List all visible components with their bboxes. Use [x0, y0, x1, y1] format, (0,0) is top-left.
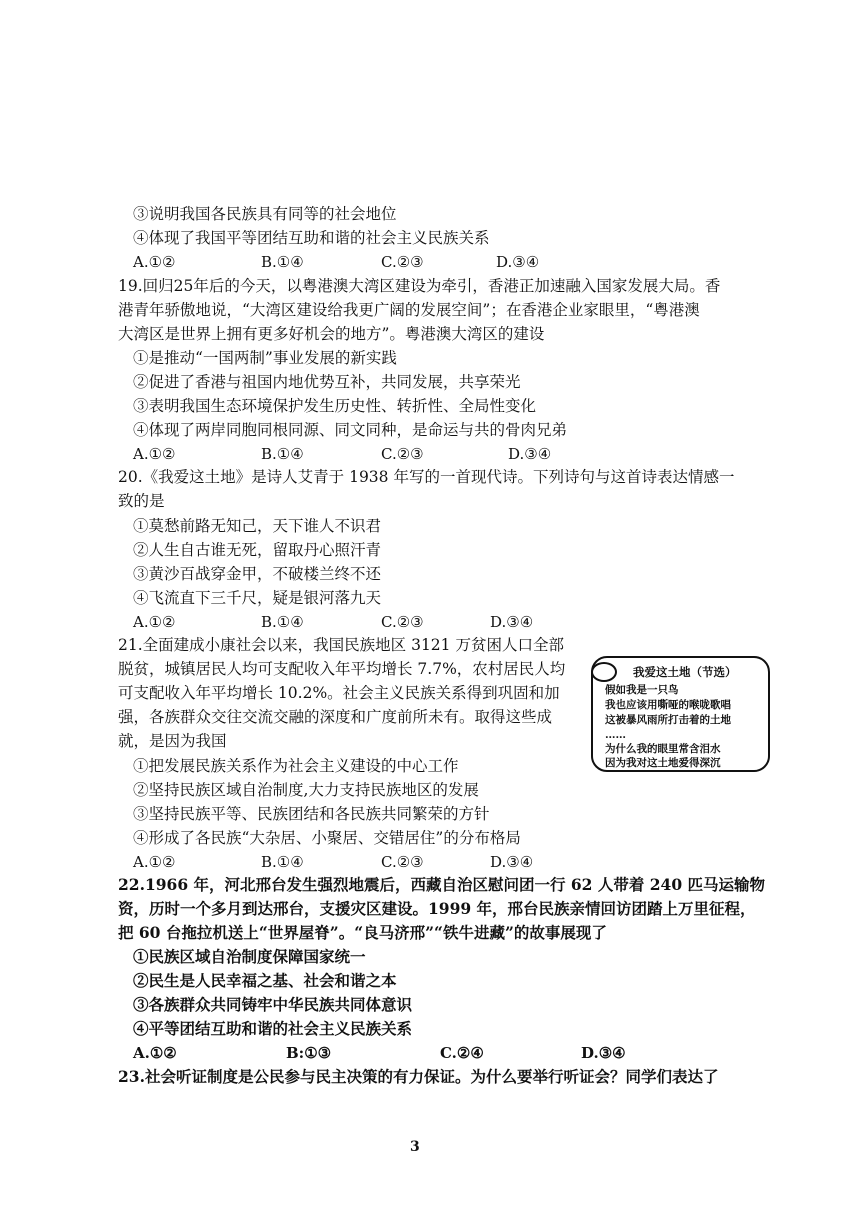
speech-bubble-icon: [591, 662, 617, 682]
q19-stem-line: 大湾区是世界上拥有更多好机会的地方”。粤港澳大湾区的建设: [118, 325, 545, 343]
q21-item-3: ③坚持民族平等、民族团结和各民族共同繁荣的方针: [133, 805, 490, 823]
page-number: 3: [410, 1139, 420, 1155]
q21-stem-line: 脱贫，城镇居民人均可支配收入年平均增长 7.7%，农村居民人均: [118, 660, 566, 678]
q20-item-4: ④飞流直下三千尺，疑是银河落九天: [133, 589, 382, 607]
q20-item-2: ②人生自古谁无死，留取丹心照汗青: [133, 541, 382, 559]
q22-option-a: A.①②: [133, 1044, 177, 1062]
poem-line: 这被暴风雨所打击着的土地: [605, 714, 731, 726]
q22-stem-line: 22.1966 年，河北邢台发生强烈地震后，西藏自治区慰问团一行 62 人带着 240 匹马运输物: [118, 875, 766, 894]
q22-item-3: ③各族群众共同铸牢中华民族共同体意识: [133, 995, 413, 1014]
q20-option-b: B.①④: [261, 613, 304, 631]
q20-stem-line: 致的是: [118, 492, 165, 510]
q22-item-2: ②民生是人民幸福之基、社会和谐之本: [133, 971, 397, 990]
q21-stem-line: 就，是因为我国: [118, 732, 227, 750]
q19-item-3: ③表明我国生态环境保护发生历史性、转折性、全局性变化: [133, 397, 537, 415]
poem-line: 假如我是一只鸟: [605, 684, 679, 696]
q19-stem-line: 19.回归25年后的今天，以粤港澳大湾区建设为牵引，香港正加速融入国家发展大局。香: [118, 277, 721, 295]
q22-stem-line: 资，历时一个多月到达邢台，支援灾区建设。1999 年，邢台民族亲情回访团踏上万里征程，: [118, 899, 756, 918]
poem-line: 因为我对这土地爱得深沉: [605, 757, 721, 769]
q19-item-4: ④体现了两岸同胞同根同源、同文同种，是命运与共的骨肉兄弟: [133, 421, 568, 439]
q19-option-b: B.①④: [261, 445, 304, 463]
q19-option-d: D.③④: [508, 445, 552, 463]
q19-stem-line: 港青年骄傲地说，“大湾区建设给我更广阔的发展空间”；在香港企业家眼里，“粤港澳: [118, 301, 700, 319]
q21-item-1: ①把发展民族关系作为社会主义建设的中心工作: [133, 757, 459, 775]
q20-option-d: D.③④: [490, 613, 534, 631]
poem-title: 我爱这土地（节选）: [633, 665, 737, 679]
q19-item-1: ①是推动“一国两制”事业发展的新实践: [133, 349, 397, 367]
q21-option-b: B.①④: [261, 853, 304, 871]
poem-line: 为什么我的眼里常含泪水: [605, 743, 721, 755]
q21-stem-line: 21.全面建成小康社会以来，我国民族地区 3121 万贫困人口全部: [118, 636, 564, 654]
q18-option-a: A.①②: [133, 253, 176, 271]
q20-item-1: ①莫愁前路无知己，天下谁人不识君: [133, 517, 382, 535]
q20-stem-line: 20.《我爱这土地》是诗人艾青于 1938 年写的一首现代诗。下列诗句与这首诗表达情感一: [118, 468, 735, 486]
q18-option-b: B.①④: [261, 253, 304, 271]
q19-option-c: C.②③: [381, 445, 424, 463]
q20-item-3: ③黄沙百战穿金甲，不破楼兰终不还: [133, 565, 382, 583]
q22-option-d: D.③④: [581, 1044, 626, 1062]
q19-item-2: ②促进了香港与祖国内地优势互补，共同发展，共享荣光: [133, 373, 521, 391]
q22-item-4: ④平等团结互助和谐的社会主义民族关系: [133, 1019, 413, 1038]
q19-option-a: A.①②: [133, 445, 176, 463]
q18-option-d: D.③④: [496, 253, 540, 271]
q22-item-1: ①民族区域自治制度保障国家统一: [133, 947, 366, 966]
q22-stem-line: 把 60 台拖拉机送上“世界屋脊”。“良马济邢”“铁牛进藏”的故事展现了: [118, 923, 607, 942]
q21-stem-line: 强，各族群众交往交流交融的深度和广度前所未有。取得这些成: [118, 708, 553, 726]
q21-option-c: C.②③: [381, 853, 424, 871]
poem-excerpt-box: [591, 656, 770, 772]
q18-option-c: C.②③: [381, 253, 424, 271]
q21-item-2: ②坚持民族区域自治制度,大力支持民族地区的发展: [133, 781, 479, 799]
q23-stem-line: 23.社会听证制度是公民参与民主决策的有力保证。为什么要举行听证会？同学们表达了: [118, 1067, 719, 1086]
q18-item-4: ④体现了我国平等团结互助和谐的社会主义民族关系: [133, 229, 490, 247]
q21-option-d: D.③④: [490, 853, 534, 871]
q20-option-c: C.②③: [381, 613, 424, 631]
q21-option-a: A.①②: [133, 853, 176, 871]
q22-option-b: B:①③: [286, 1044, 332, 1062]
q20-option-a: A.①②: [133, 613, 176, 631]
q22-option-c: C.②④: [440, 1044, 484, 1062]
poem-line: 我也应该用嘶哑的喉咙歌唱: [605, 699, 731, 711]
q21-stem-line: 可支配收入年平均增长 10.2%。社会主义民族关系得到巩固和加: [118, 684, 560, 702]
poem-line: ……: [605, 729, 626, 741]
q18-item-3: ③说明我国各民族具有同等的社会地位: [133, 205, 397, 223]
q21-item-4: ④形成了各民族“大杂居、小聚居、交错居住”的分布格局: [133, 829, 521, 847]
